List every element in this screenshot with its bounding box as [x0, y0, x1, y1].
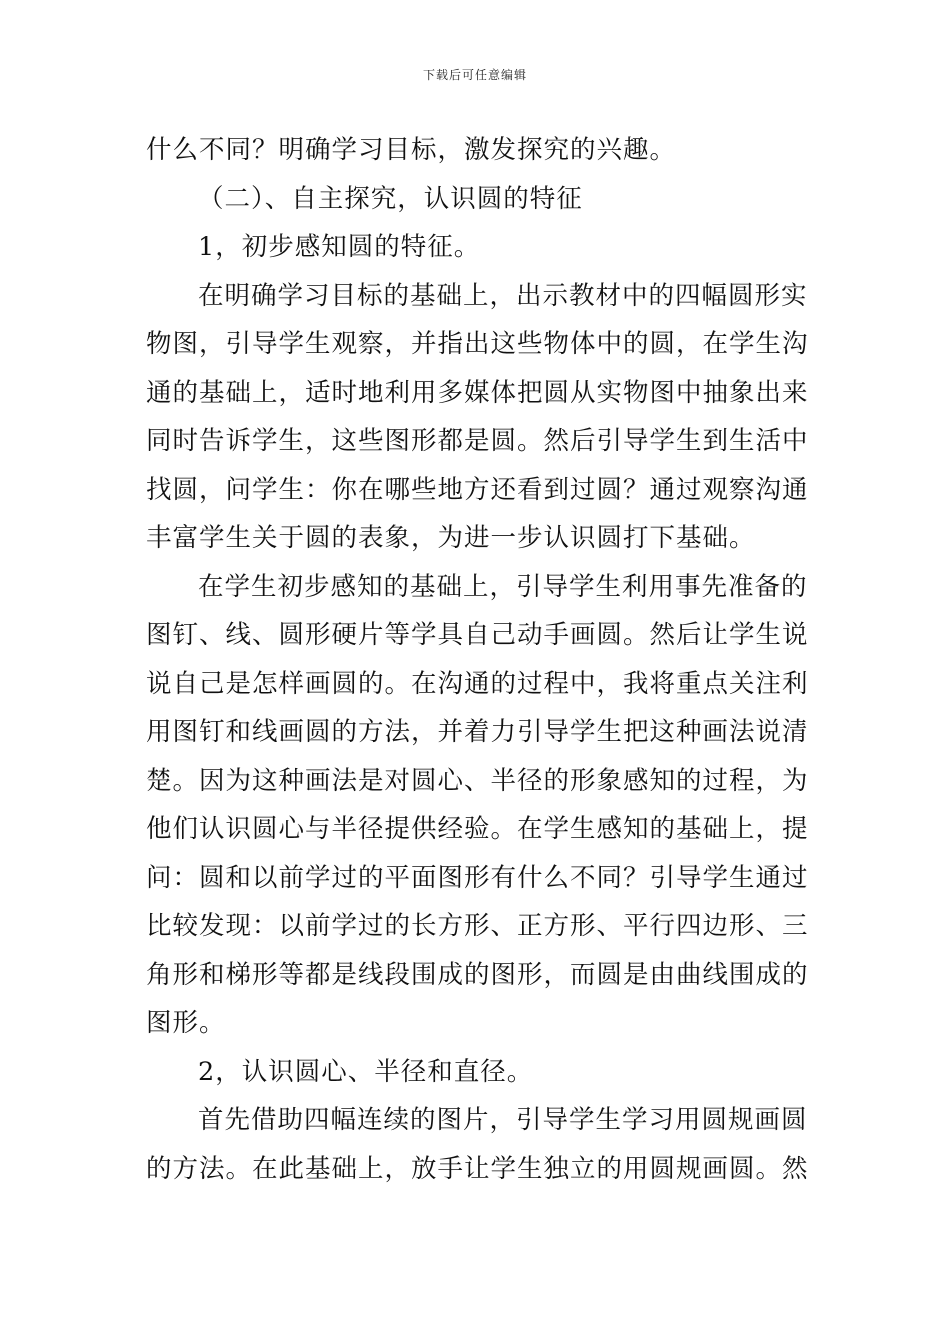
paragraph-3	[146, 1096, 808, 1193]
line: 用图钉和线画圆的方法，并着力引导学生把这种画法说清	[146, 717, 809, 747]
line: 在明确学习目标的基础上，出示教材中的四幅圆形实	[198, 280, 808, 311]
line: 在学生初步感知的基础上，引导学生利用事先准备的	[198, 571, 808, 602]
line: 物图，引导学生观察，并指出这些物体中的圆，在学生沟	[146, 329, 809, 359]
line: 图钉、线、圆形硬片等学具自己动手画圆。然后让学生说	[146, 620, 809, 650]
line: 图形。	[146, 1008, 226, 1038]
line: 通的基础上，适时地利用多媒体把圆从实物图中抽象出来	[146, 377, 809, 408]
text-line-1	[146, 126, 808, 175]
line: （二）、自主探究，认识圆的特征	[198, 183, 583, 214]
line: 比较发现：以前学过的长方形、正方形、平行四边形、三	[146, 911, 809, 941]
line: 首先借助四幅连续的图片，引导学生学习用圆规画圆	[198, 1105, 808, 1135]
line: 什么不同？明确学习目标，激发探究的兴趣。	[146, 135, 677, 165]
document-body	[146, 126, 808, 1193]
line: 2，认识圆心、半径和直径。	[198, 1056, 534, 1087]
paragraph-1	[146, 272, 808, 563]
subheading-1	[146, 223, 808, 272]
section-heading	[146, 175, 808, 224]
paragraph-2	[146, 563, 808, 1048]
line: 同时告诉学生，这些图形都是圆。然后引导学生到生活中	[146, 426, 809, 456]
line: 找圆，问学生：你在哪些地方还看到过圆？通过观察沟通	[146, 474, 809, 505]
line: 的方法。在此基础上，放手让学生独立的用圆规画圆。然	[146, 1153, 809, 1184]
line: 说自己是怎样画圆的。在沟通的过程中，我将重点关注利	[146, 668, 809, 699]
line: 角形和梯形等都是线段围成的图形，而圆是由曲线围成的	[146, 959, 809, 990]
line: 1，初步感知圆的特征。	[198, 232, 481, 262]
line: 丰富学生关于圆的表象，为进一步认识圆打下基础。	[146, 523, 756, 553]
page-header: 下载后可任意编辑	[422, 68, 527, 82]
line: 楚。因为这种画法是对圆心、半径的形象感知的过程，为	[146, 765, 809, 796]
line: 他们认识圆心与半径提供经验。在学生感知的基础上，提	[146, 814, 809, 844]
subheading-2	[146, 1048, 808, 1097]
line: 问：圆和以前学过的平面图形有什么不同？引导学生通过	[146, 862, 809, 893]
